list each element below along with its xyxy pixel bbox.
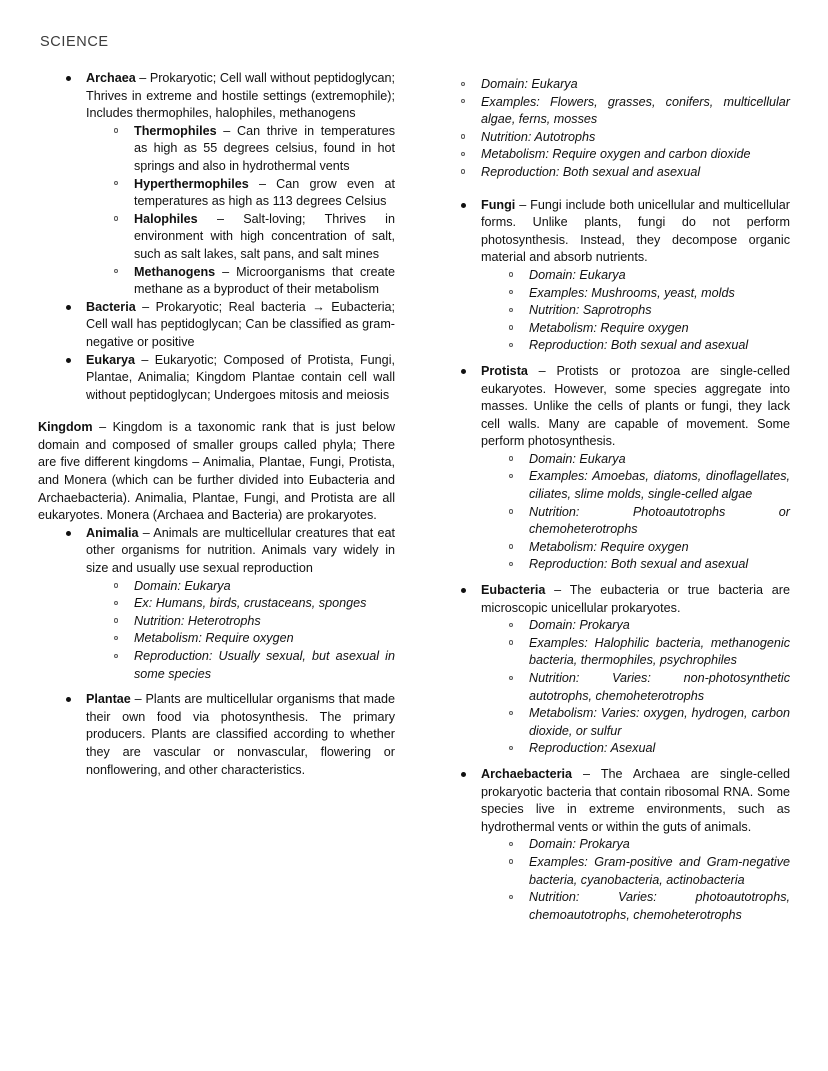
attribute-text: Nutrition: Saprotrophs	[529, 303, 652, 318]
term-label: Kingdom	[38, 420, 93, 435]
attribute-text: Reproduction: Both sexual and asexual	[481, 164, 701, 179]
circle-bullet-icon	[509, 859, 513, 863]
circle-bullet-icon	[114, 636, 118, 640]
disc-bullet-icon	[66, 531, 71, 536]
attribute-text: Metabolism: Require oxygen and carbon dioxide	[481, 147, 751, 162]
attribute-text: Reproduction: Both sexual and asexual	[529, 557, 749, 572]
list-item-domain	[507, 836, 790, 854]
list-spacer	[433, 574, 790, 582]
term-description: – Microorganisms that create methane as a byproduct of their metabolism	[134, 264, 395, 297]
circle-bullet-icon	[461, 134, 465, 138]
term-description: – Prokaryotic; Real bacteria → Eubacteria; Cell wall has peptidoglycan; Can be classified as gram-negative or positive	[86, 299, 395, 349]
term-label: Eubacteria	[481, 583, 546, 598]
attribute-text: Reproduction: Usually sexual, but asexual in some species	[134, 649, 395, 681]
term-label: Eukarya	[86, 352, 136, 367]
circle-bullet-icon	[114, 128, 118, 132]
disc-bullet-icon	[66, 305, 71, 310]
attribute-text: Nutrition: Varies: non-photosynthetic autotrophs, chemoheterotrophs	[529, 671, 790, 703]
page-title: SCIENCE	[40, 34, 109, 50]
list-item-nutrition	[507, 670, 790, 705]
protista-sublist	[481, 451, 790, 574]
two-column-body	[0, 70, 828, 924]
term-label: Thermophiles	[134, 123, 217, 138]
attribute-text: Metabolism: Require oxygen	[134, 631, 294, 646]
list-item-domain	[507, 451, 790, 469]
header-divider-rule	[40, 57, 790, 60]
page-header	[0, 0, 828, 62]
list-item-reproduction	[507, 740, 790, 758]
circle-bullet-icon	[461, 169, 465, 173]
list-item-examples	[507, 285, 790, 303]
right-column	[433, 70, 790, 924]
circle-bullet-icon	[114, 216, 118, 220]
term-description: – Plants are multicellular organisms that made their own food via photosynthesis. The primary producers. Plants are classified according to whether they are vascular or nonvascular, flowering or nonflowering, and other characteristics.	[86, 692, 395, 777]
term-description: – Protists or protozoa are single-celled eukaryotes. However, some species aggregate into masses. Unlike the cells of plants or fungi, they lack cell walls. Many are capable of movement. Some perform photosynthesis.	[481, 363, 790, 449]
list-item-protista	[459, 363, 790, 574]
term-description: – Salt-loving; Thrives in environment with high concentration of salt, such as salt lakes, salt pans, and salt mines	[134, 211, 395, 261]
list-item-bacteria	[64, 299, 395, 352]
term-label: Methanogens	[134, 264, 216, 279]
disc-bullet-icon	[461, 369, 466, 374]
term-description: – Can thrive in temperatures as high as 55 degrees celsius, found in hot springs and also in hydrothermal vents	[134, 123, 395, 173]
circle-bullet-icon	[461, 152, 465, 156]
animalia-sublist	[86, 578, 395, 684]
attribute-text: Examples: Flowers, grasses, conifers, multicellular algae, ferns, mosses	[481, 94, 790, 127]
term-label: Plantae	[86, 692, 131, 707]
disc-bullet-icon	[66, 76, 71, 81]
disc-bullet-icon	[66, 358, 71, 363]
disc-bullet-icon	[461, 203, 466, 208]
circle-bullet-icon	[114, 601, 118, 605]
attribute-text: Examples: Amoebas, diatoms, dinoflagellates, ciliates, slime molds, single-celled algae	[529, 469, 790, 502]
list-item-domain	[507, 267, 790, 285]
list-item-fungi	[459, 197, 790, 355]
list-item-reproduction	[507, 556, 790, 574]
list-item-metabolism	[112, 630, 395, 648]
kingdom-paragraph	[38, 419, 395, 525]
list-item-metabolism	[507, 320, 790, 338]
circle-bullet-icon	[114, 181, 118, 185]
attribute-text: Domain: Prokarya	[529, 618, 630, 633]
attribute-text: Nutrition: Heterotrophs	[134, 613, 261, 628]
circle-bullet-icon	[114, 618, 118, 622]
circle-bullet-icon	[114, 583, 118, 587]
footer-divider-rule	[40, 1020, 790, 1023]
kingdom-list-continued	[433, 197, 790, 925]
circle-bullet-icon	[509, 640, 513, 644]
circle-bullet-icon	[114, 269, 118, 273]
list-item-halophiles	[112, 211, 395, 264]
list-item-eukarya	[64, 352, 395, 405]
circle-bullet-icon	[509, 308, 513, 312]
term-label: Animalia	[86, 525, 139, 540]
list-item-methanogens	[112, 264, 395, 299]
term-description: – Can grow even at temperatures as high as 113 degrees Celsius	[134, 176, 395, 209]
term-label: Hyperthermophiles	[134, 176, 249, 191]
circle-bullet-icon	[509, 746, 513, 750]
list-item-archaebacteria	[459, 766, 790, 924]
term-description: – Kingdom is a taxonomic rank that is just below domain and composed of smaller groups called phyla; There are five different kingdoms – Animalia, Plantae, Fungi, Protista, and Monera (which can be further divided into Eubacteria and Archaebacteria). Animalia, Plantae, Fungi, and Protista are all eukaryotes. Monera (Archaea and Bacteria) are prokaryotes.	[38, 420, 395, 523]
list-item-hyperthermophiles	[112, 176, 395, 211]
list-item-reproduction	[507, 337, 790, 355]
term-label: Bacteria	[86, 299, 136, 314]
circle-bullet-icon	[509, 562, 513, 566]
term-description: – Animals are multicellular creatures that eat other organisms for nutrition. Animals vary widely in size and usually use sexual reproduction	[86, 525, 395, 576]
circle-bullet-icon	[461, 82, 465, 86]
list-item-examples	[459, 94, 790, 129]
circle-bullet-icon	[509, 544, 513, 548]
list-item-domain	[459, 76, 790, 94]
term-label: Halophiles	[134, 211, 198, 226]
circle-bullet-icon	[509, 842, 513, 846]
attribute-text: Domain: Eukarya	[134, 578, 231, 593]
attribute-text: Examples: Gram-positive and Gram-negative bacteria, cyanobacteria, actinobacteria	[529, 854, 790, 887]
eubacteria-sublist	[481, 617, 790, 758]
list-item-thermophiles	[112, 123, 395, 176]
left-column	[38, 70, 395, 924]
attribute-text: Metabolism: Varies: oxygen, hydrogen, carbon dioxide, or sulfur	[529, 706, 790, 738]
list-item-examples	[507, 635, 790, 670]
circle-bullet-icon	[509, 509, 513, 513]
term-label: Archaea	[86, 71, 136, 85]
plantae-sublist	[433, 76, 790, 182]
list-item-domain	[112, 578, 395, 596]
attribute-text: Domain: Eukarya	[529, 451, 626, 466]
attribute-text: Ex: Humans, birds, crustaceans, sponges	[134, 596, 367, 611]
disc-bullet-icon	[66, 697, 71, 702]
circle-bullet-icon	[509, 272, 513, 276]
disc-bullet-icon	[461, 772, 466, 777]
list-item-reproduction	[459, 164, 790, 182]
disc-bullet-icon	[461, 588, 466, 593]
list-item-animalia	[64, 525, 395, 683]
fungi-sublist	[481, 267, 790, 355]
list-item-domain	[507, 617, 790, 635]
list-item-reproduction	[112, 648, 395, 683]
list-item-archaea	[64, 70, 395, 299]
list-item-metabolism	[507, 705, 790, 740]
term-label: Archaebacteria	[481, 766, 573, 781]
attribute-text: Examples: Mushrooms, yeast, molds	[529, 285, 735, 300]
list-item-nutrition	[507, 889, 790, 924]
kingdom-list	[38, 525, 395, 779]
circle-bullet-icon	[509, 325, 513, 329]
term-label: Protista	[481, 363, 528, 378]
attribute-text: Reproduction: Both sexual and asexual	[529, 338, 749, 353]
term-description: – Eukaryotic; Composed of Protista, Fungi, Plantae, Animalia; Kingdom Plantae contain cell wall without peptidoglycan; Undergoes mitosis and meiosis	[86, 352, 395, 402]
list-item-examples	[507, 854, 790, 889]
list-item-examples	[112, 595, 395, 613]
term-label: Fungi	[481, 197, 516, 212]
attribute-text: Nutrition: Autotrophs	[481, 129, 596, 144]
list-spacer	[433, 758, 790, 766]
attribute-text: Metabolism: Require oxygen	[529, 539, 689, 554]
attribute-text: Examples: Halophilic bacteria, methanogenic bacteria, thermophiles, psychrophiles	[529, 635, 790, 668]
list-spacer	[433, 355, 790, 363]
term-description: – The Archaea are single-celled prokaryotic bacteria that contain ribosomal RNA. Some species live in extreme environments, such as hydrothermal vents or within the guts of animals.	[481, 766, 790, 834]
circle-bullet-icon	[461, 99, 465, 103]
list-item-nutrition	[459, 129, 790, 147]
circle-bullet-icon	[509, 290, 513, 294]
attribute-text: Domain: Prokarya	[529, 837, 630, 852]
list-item-metabolism	[459, 146, 790, 164]
circle-bullet-icon	[114, 654, 118, 658]
list-item-eubacteria	[459, 582, 790, 758]
circle-bullet-icon	[509, 711, 513, 715]
attribute-text: Domain: Eukarya	[481, 77, 578, 91]
term-description: – The eubacteria or true bacteria are microscopic unicellular prokaryotes.	[481, 583, 790, 615]
block-spacer	[38, 404, 395, 419]
list-item-plantae	[64, 691, 395, 779]
term-description: – Fungi include both unicellular and multicellular forms. Unlike plants, fungi do not perform photosynthesis. Instead, they decompose organic material and absorb nutrients.	[481, 197, 790, 265]
attribute-text: Nutrition: Varies: photoautotrophs, chemoautotrophs, chemoheterotrophs	[529, 890, 790, 922]
attribute-text: Reproduction: Asexual	[529, 741, 656, 756]
attribute-text: Domain: Eukarya	[529, 267, 626, 282]
circle-bullet-icon	[509, 343, 513, 347]
block-spacer	[433, 182, 790, 197]
archaebacteria-sublist	[481, 836, 790, 924]
list-spacer	[38, 683, 395, 691]
archaea-sublist	[86, 123, 395, 299]
circle-bullet-icon	[509, 676, 513, 680]
circle-bullet-icon	[509, 895, 513, 899]
list-item-examples	[507, 468, 790, 503]
circle-bullet-icon	[509, 623, 513, 627]
domain-list	[38, 70, 395, 404]
list-item-metabolism	[507, 539, 790, 557]
list-item-nutrition	[507, 302, 790, 320]
attribute-text: Metabolism: Require oxygen	[529, 320, 689, 335]
circle-bullet-icon	[509, 474, 513, 478]
list-item-nutrition	[507, 504, 790, 539]
circle-bullet-icon	[509, 456, 513, 460]
list-item-nutrition	[112, 613, 395, 631]
attribute-text: Nutrition: Photoautotrophs or chemoheterotrophs	[529, 504, 790, 537]
term-description: – Prokaryotic; Cell wall without peptidoglycan; Thrives in extreme and hostile settings (extremophile); Includes thermophiles, halophiles, methanogens	[86, 71, 395, 121]
